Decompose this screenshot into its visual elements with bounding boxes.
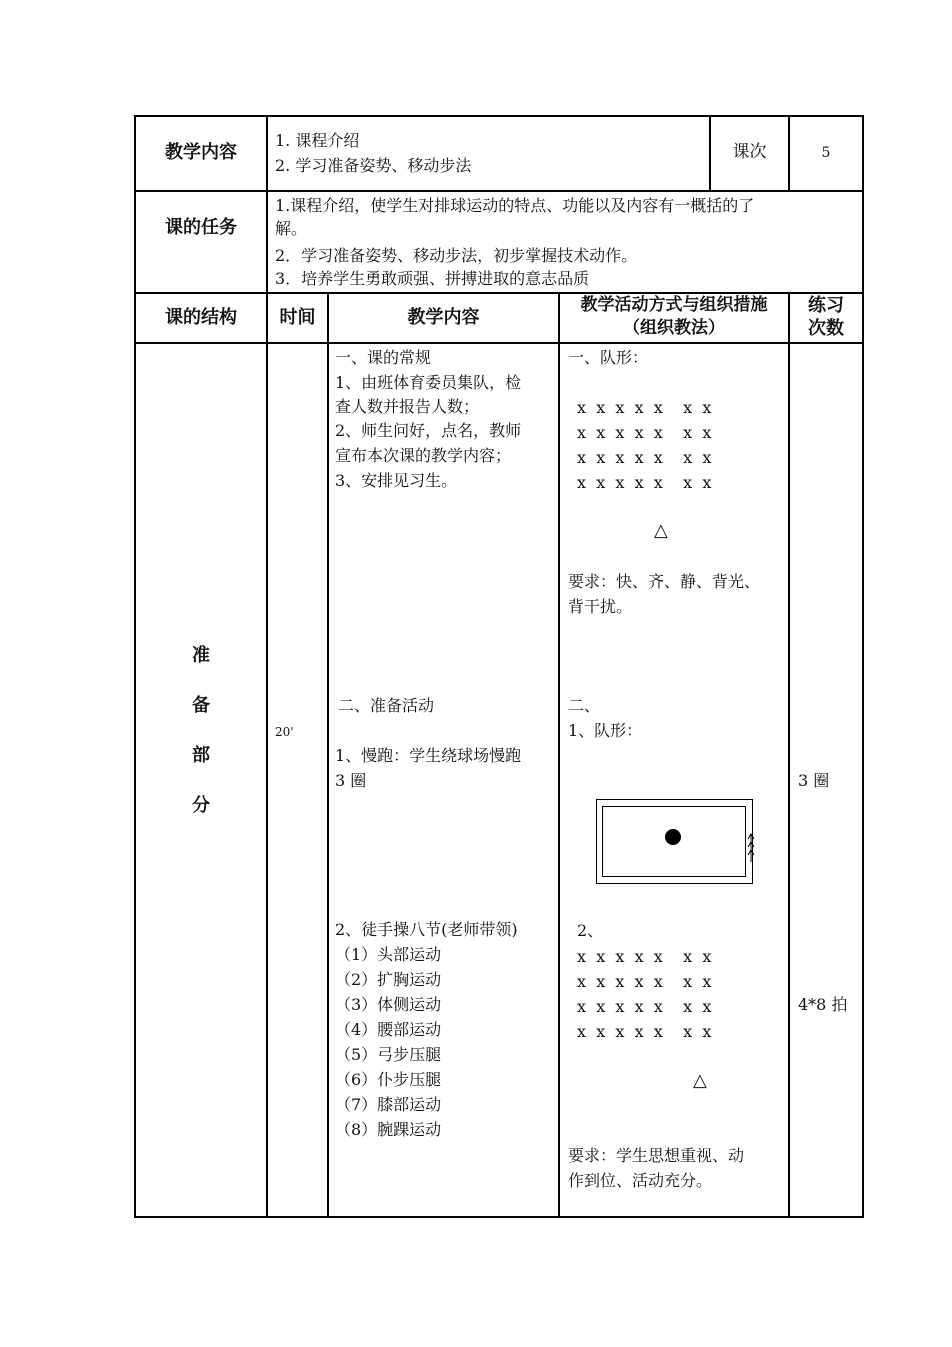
task-line-4: 3．培养学生勇敢顽强、拼搏进取的意志品质 (275, 269, 590, 288)
jog-reps: 3 圈 (798, 771, 830, 790)
time-value: 20' (275, 725, 294, 739)
teacher-triangle-2-icon: △ (693, 1070, 707, 1091)
requirement-2-line-2: 作到位、活动充分。 (568, 1171, 713, 1190)
exercise-8: （8）腕踝运动 (335, 1120, 442, 1139)
col-header-time: 时间 (279, 307, 316, 328)
col-header-reps-2: 次数 (808, 318, 844, 339)
table-border-bottom (134, 1216, 864, 1218)
running-direction-arrows-icon (745, 832, 757, 864)
row-divider-3 (134, 342, 864, 344)
exercise-reps: 4*8 拍 (798, 995, 848, 1014)
exercise-2: （2）扩胸运动 (335, 970, 442, 989)
lesson-number: 5 (821, 145, 831, 161)
part2-item2: 2、 (577, 921, 604, 940)
section-char-2: 备 (192, 695, 210, 716)
col-header-structure: 课的结构 (165, 307, 237, 328)
teacher-triangle-icon: △ (654, 520, 668, 541)
formation2-row-1: x x x x x x x (577, 947, 712, 966)
exercise-4: （4）腰部运动 (335, 1020, 442, 1039)
exercise-5: （5）弓步压腿 (335, 1045, 442, 1064)
exercise-1: （1）头部运动 (335, 945, 442, 964)
col-header-content: 教学内容 (407, 307, 480, 328)
jog-line-2: 3 圈 (335, 771, 367, 790)
warmup-title: 二、准备活动 (338, 696, 435, 715)
formation-row-2: x x x x x x x (577, 423, 712, 442)
col-header-reps-1: 练习 (808, 295, 844, 316)
task-line-2: 解。 (275, 219, 308, 238)
formation-title: 一、队形： (568, 348, 649, 367)
table-border-top (134, 115, 864, 117)
section-char-4: 分 (192, 795, 210, 816)
task-line-3: 2．学习准备姿势、移动步法，初步掌握技术动作。 (275, 246, 638, 265)
label-teaching-content: 教学内容 (165, 142, 237, 163)
col-divider-label (266, 115, 268, 1218)
table-border-right (862, 115, 864, 1218)
col-divider-content (558, 292, 560, 1218)
col-divider-time (327, 292, 329, 1218)
ball-icon (665, 829, 681, 845)
exercise-3: （3）体侧运动 (335, 995, 442, 1014)
formation-row-4: x x x x x x x (577, 473, 712, 492)
content-line-2: 2. 学习准备姿势、移动步法 (275, 156, 472, 175)
routine-line-4: 2、师生问好，点名，教师 (335, 421, 522, 440)
row-divider-1 (134, 190, 864, 192)
formation2-row-2: x x x x x x x (577, 972, 712, 991)
routine-line-1: 一、课的常规 (335, 348, 432, 367)
section-char-1: 准 (192, 645, 210, 666)
part2-formation: 1、队形： (568, 721, 643, 740)
section-char-3: 部 (192, 745, 210, 766)
part2-title: 二、 (568, 696, 601, 715)
jog-line-1: 1、慢跑：学生绕球场慢跑 (335, 746, 522, 765)
exercise-title: 2、徒手操八节(老师带领) (335, 920, 518, 939)
routine-line-5: 宣布本次课的教学内容； (335, 446, 512, 465)
exercise-7: （7）膝部运动 (335, 1095, 442, 1114)
formation2-row-4: x x x x x x x (577, 1022, 712, 1041)
task-line-1: 1.课程介绍，使学生对排球运动的特点、功能以及内容有一概括的了 (275, 196, 755, 215)
requirement-2-line-1: 要求：学生思想重视、动 (568, 1146, 745, 1165)
content-line-1: 1. 课程介绍 (275, 131, 360, 150)
requirement-1-line-2: 背干扰。 (568, 597, 633, 616)
label-lesson-task: 课的任务 (165, 217, 237, 238)
routine-line-3: 查人数并报告人数； (335, 397, 480, 416)
formation-row-3: x x x x x x x (577, 448, 712, 467)
routine-line-6: 3、安排见习生。 (335, 471, 458, 490)
formation2-row-3: x x x x x x x (577, 997, 712, 1016)
label-lesson-number: 课次 (732, 142, 767, 162)
col-divider-method (788, 292, 790, 1218)
col-header-method-2: （组织教法） (623, 318, 725, 338)
col-header-method-1: 教学活动方式与组织措施 (580, 295, 768, 315)
formation-row-1: x x x x x x x (577, 398, 712, 417)
routine-line-2: 1、由班体育委员集队，检 (335, 373, 522, 392)
requirement-1-line-1: 要求：快、齐、静、背光、 (568, 572, 761, 591)
exercise-6: （6）仆步压腿 (335, 1070, 442, 1089)
